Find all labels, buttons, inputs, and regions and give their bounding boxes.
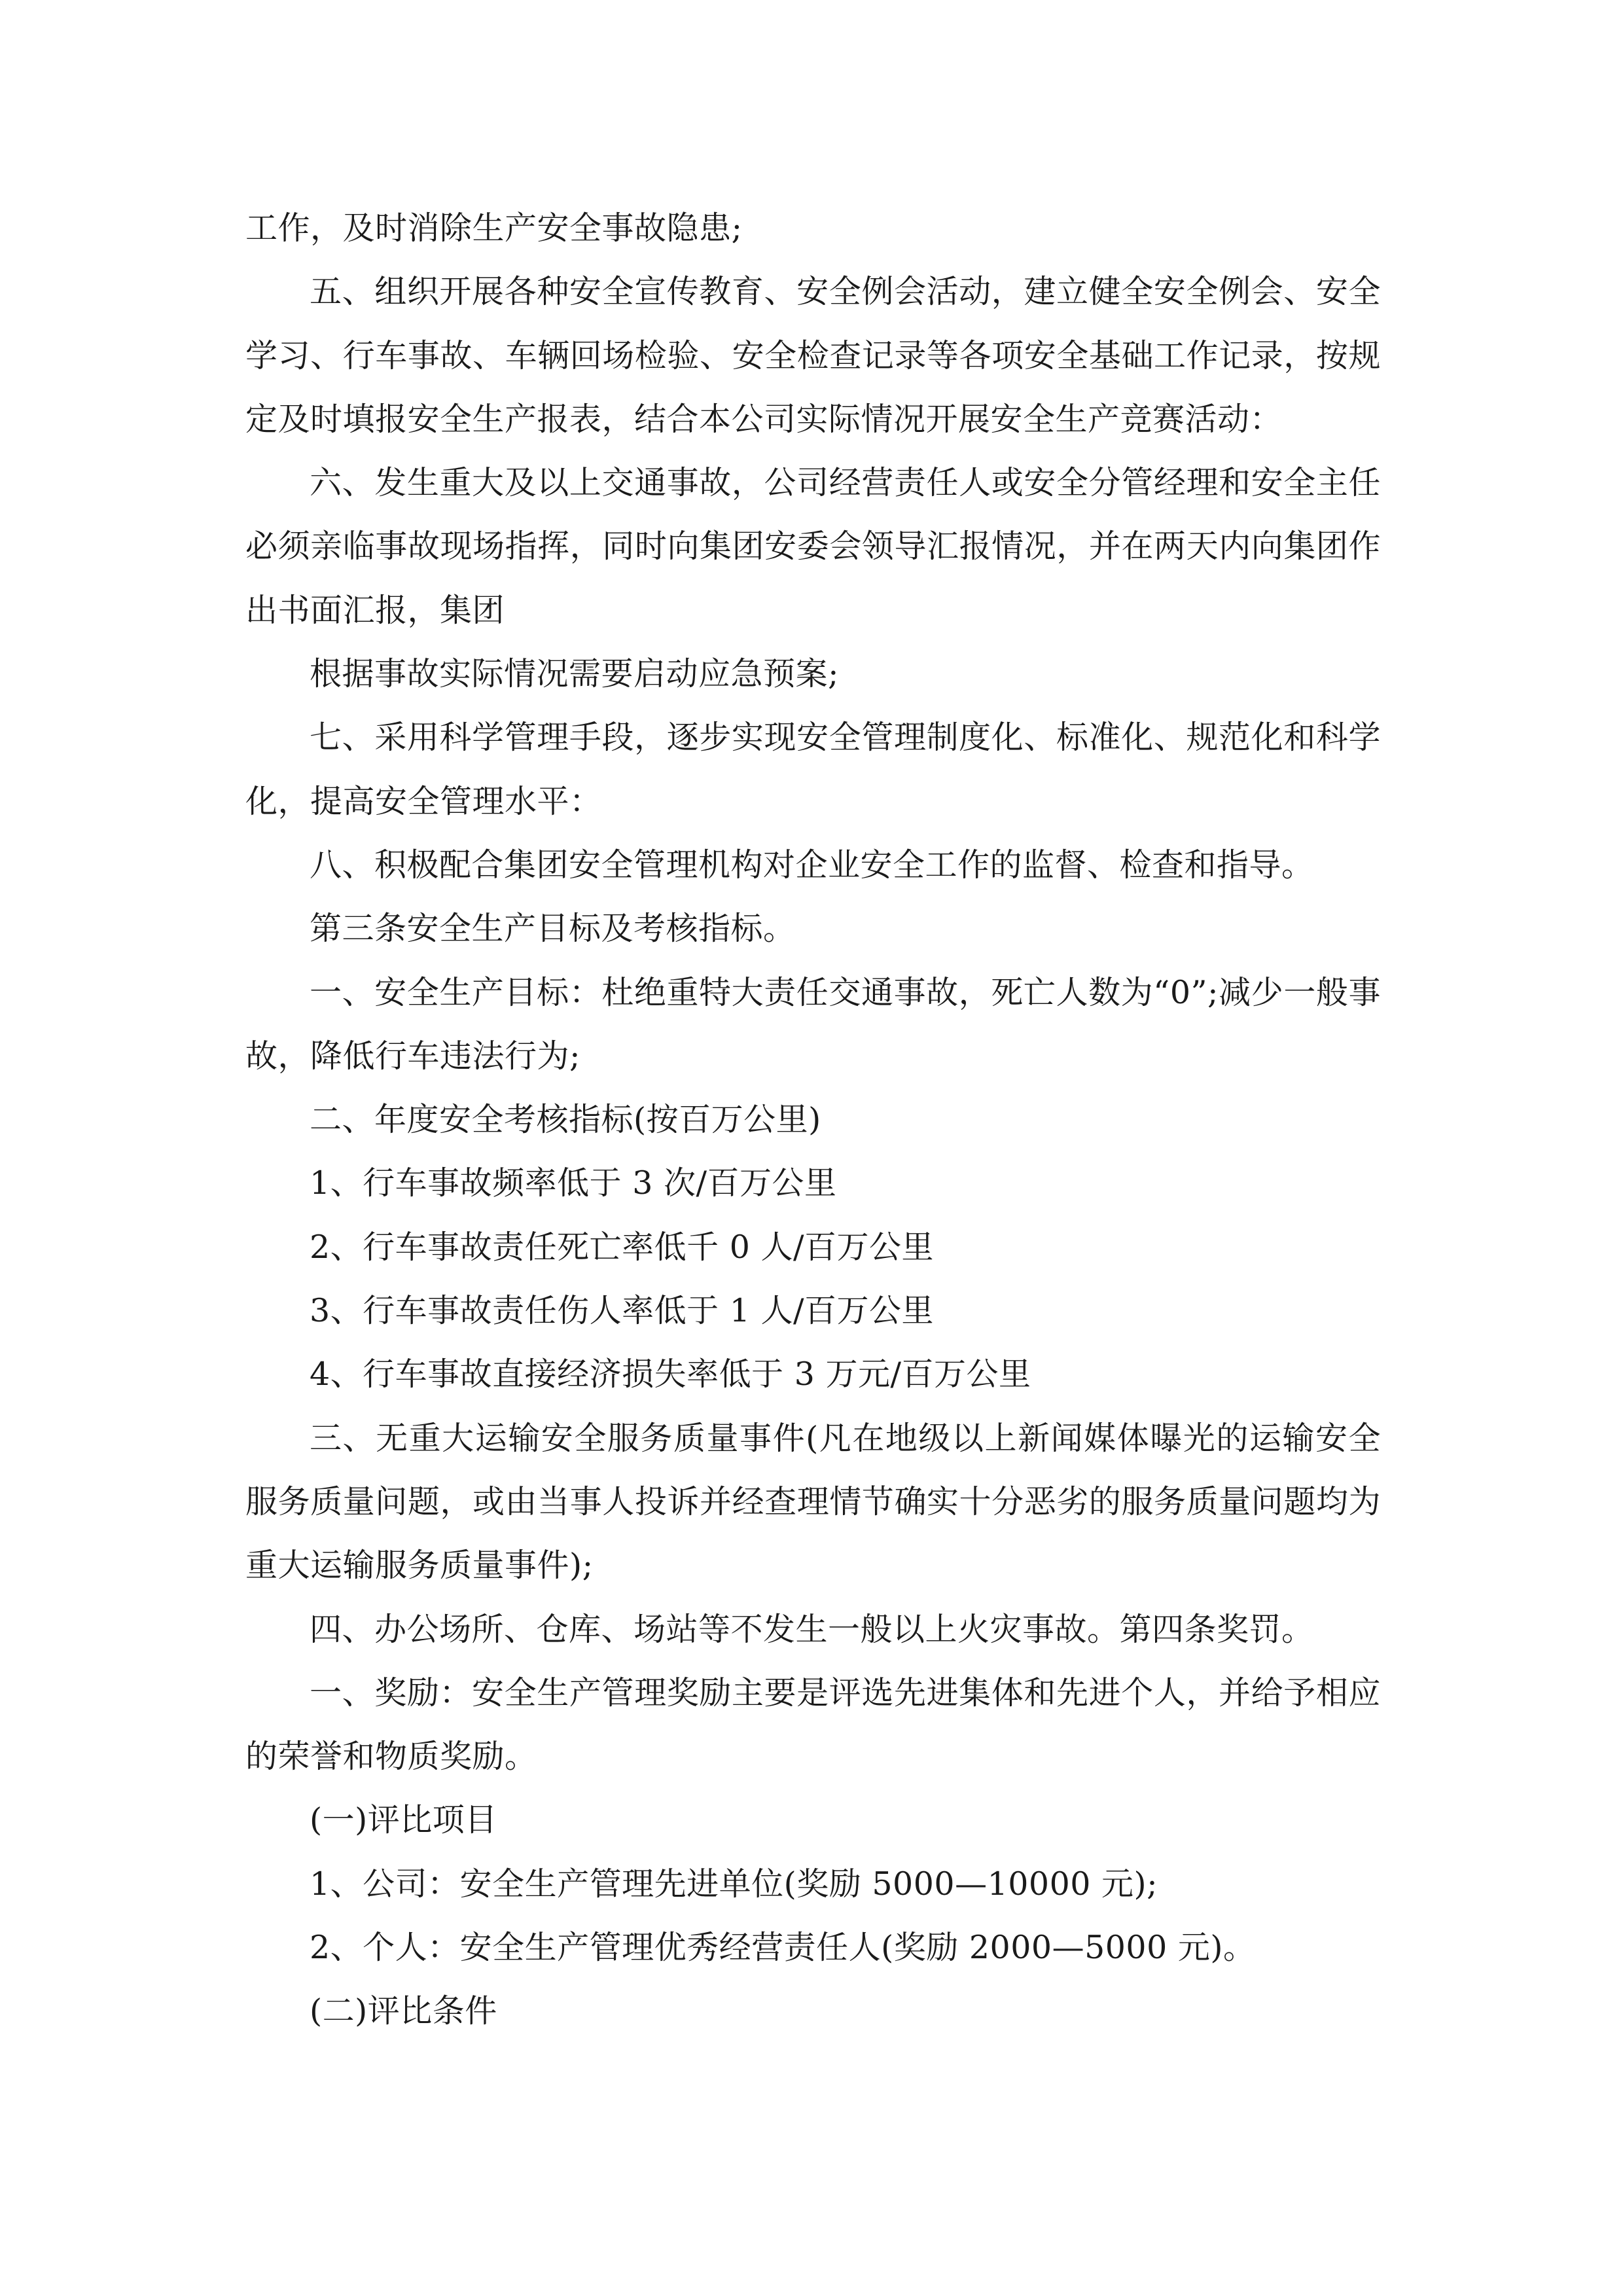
paragraph: 四、办公场所、仓库、场站等不发生一般以上火灾事故。第四条奖罚。: [310, 1610, 1314, 1648]
subsection-heading: (一)评比项目: [310, 1801, 497, 1839]
list-item: 2、行车事故责任死亡率低千 0 人/百万公里: [310, 1228, 935, 1266]
paragraph: 六、发生重大及以上交通事故，公司经营责任人或安全分管经理和安全主任必须亲临事故现场指挥，同时向集团安委会领导汇报情况，并在两天内向集团作出书面汇报，集团: [245, 464, 1381, 629]
list-item: 3、行车事故责任伤人率低于 1 人/百万公里: [310, 1292, 935, 1330]
subsection-heading: (二)评比条件: [310, 1992, 497, 2030]
list-item: 4、行车事故直接经济损失率低于 3 万元/百万公里: [310, 1355, 1031, 1393]
paragraph: 三、无重大运输安全服务质量事件(凡在地级以上新闻媒体曝光的运输安全服务质量问题，或由当事人投诉并经查理情节确实十分恶劣的服务质量问题均为重大运输服务质量事件);: [245, 1419, 1381, 1585]
paragraph: 七、采用科学管理手段，逐步实现安全管理制度化、标准化、规范化和科学化，提高安全管理水平：: [245, 719, 1381, 820]
paragraph: 二、年度安全考核指标(按百万公里): [310, 1101, 821, 1139]
list-item: 1、公司：安全生产管理先进单位(奖励 5000—10000 元);: [310, 1865, 1158, 1903]
list-item: 1、行车事故频率低于 3 次/百万公里: [310, 1164, 837, 1202]
section-heading: 第三条安全生产目标及考核指标。: [310, 910, 796, 948]
document-body: [245, 196, 1381, 2043]
paragraph: 五、组织开展各种安全宣传教育、安全例会活动，建立健全安全例会、安全学习、行车事故、车辆回场检验、安全检查记录等各项安全基础工作记录，按规定及时填报安全生产报表，结合本公司实际情况开展安全生产竞赛活动：: [245, 273, 1381, 438]
paragraph: 一、奖励：安全生产管理奖励主要是评选先进集体和先进个人，并给予相应的荣誉和物质奖励。: [245, 1674, 1381, 1776]
paragraph: 一、安全生产目标：杜绝重特大责任交通事故，死亡人数为“0”;减少一般事故，降低行车违法行为;: [245, 973, 1381, 1075]
paragraph: 工作，及时消除生产安全事故隐患;: [245, 209, 743, 247]
paragraph: 根据事故实际情况需要启动应急预案;: [310, 655, 840, 693]
paragraph: 八、积极配合集团安全管理机构对企业安全工作的监督、检查和指导。: [310, 846, 1314, 884]
list-item: 2、个人：安全生产管理优秀经营责任人(奖励 2000—5000 元)。: [310, 1929, 1256, 1967]
